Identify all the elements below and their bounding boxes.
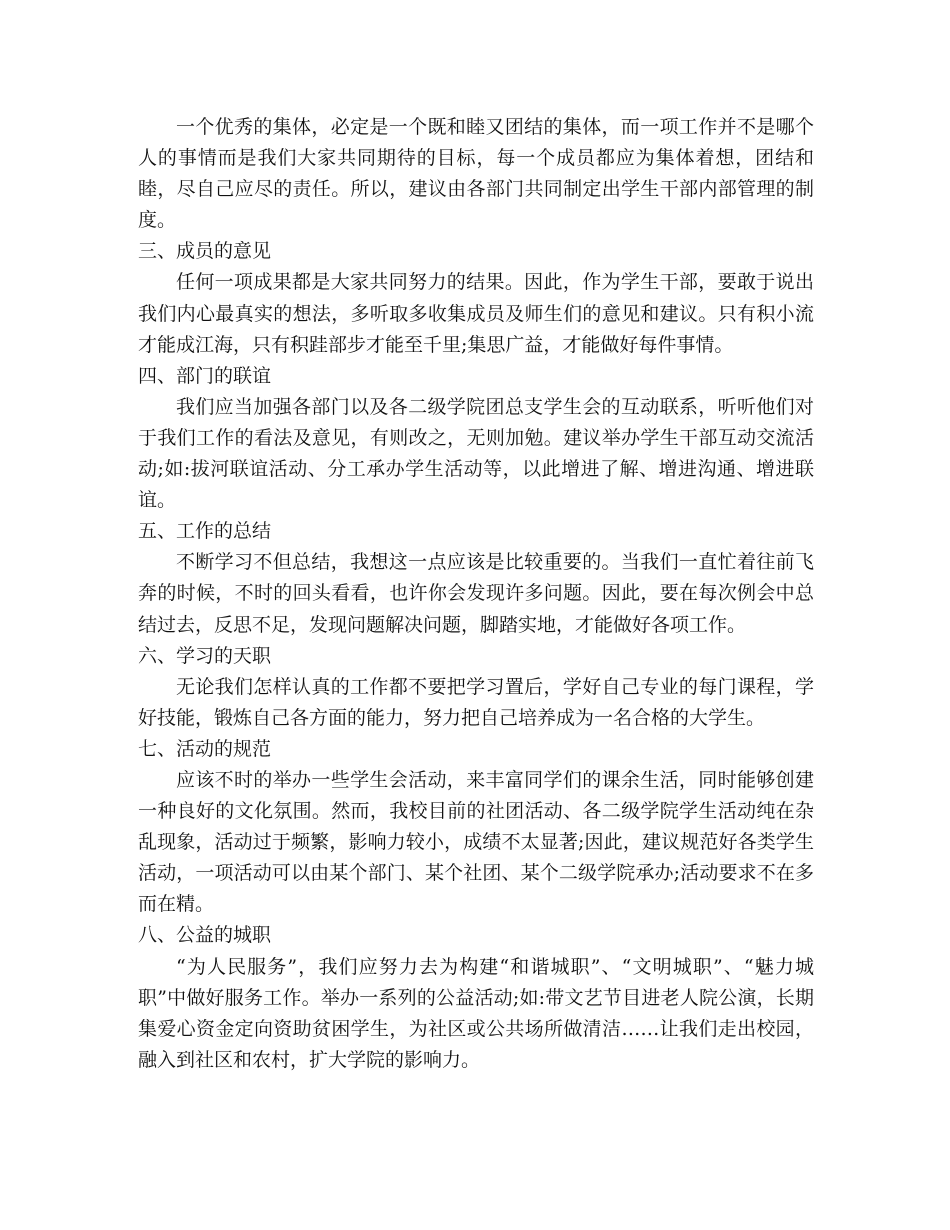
paragraph-section-5: 不断学习不但总结，我想这一点应该是比较重要的。当我们一直忙着往前飞奔的时候，不时的回头看看，也许你会发现许多问题。因此，要在每次例会中总结过去，反思不足，发现问题解决问题，脚踏实地，才能做好各项工作。 (138, 551, 814, 636)
section-heading-4: 四、部门的联谊 (138, 364, 272, 387)
document-body (138, 112, 814, 1076)
paragraph-section-3: 任何一项成果都是大家共同努力的结果。因此，作为学生干部，要敢于说出我们内心最真实的想法，多听取多收集成员及师生们的意见和建议。只有积小流才能成江海，只有积跬部步才能至千里;集思广益，才能做好每件事情。 (138, 271, 814, 356)
paragraph-intro: 一个优秀的集体，必定是一个既和睦又团结的集体，而一项工作并不是哪个人的事情而是我们大家共同期待的目标，每一个成员都应为集体着想，团结和睦，尽自己应尽的责任。所以，建议由各部门共同制定出学生干部内部管理的制度。 (138, 116, 814, 232)
section-heading-5: 五、工作的总结 (138, 520, 272, 543)
section-heading-6: 六、学习的天职 (138, 644, 272, 667)
paragraph-section-6: 无论我们怎样认真的工作都不要把学习置后，学好自己专业的每门课程，学好技能，锻炼自己各方面的能力，努力把自己培养成为一名合格的大学生。 (138, 675, 814, 729)
section-heading-3: 三、成员的意见 (138, 240, 272, 263)
section-heading-7: 七、活动的规范 (138, 737, 272, 760)
paragraph-section-8: “为人民服务”，我们应努力去为构建“和谐城职”、“文明城职”、“魅力城职”中做好服务工作。举办一系列的公益活动;如:带文艺节目进老人院公演，长期集爱心资金定向资助贫困学生，为社区或公共场所做清洁……让我们走出校园，融入到社区和农村，扩大学院的影响力。 (138, 955, 814, 1071)
paragraph-section-4: 我们应当加强各部门以及各二级学院团总支学生会的互动联系，听听他们对于我们工作的看法及意见，有则改之，无则加勉。建议举办学生干部互动交流活动;如:拔河联谊活动、分工承办学生活动等，以此增进了解、增进沟通、增进联谊。 (138, 395, 814, 512)
paragraph-section-7: 应该不时的举办一些学生会活动，来丰富同学们的课余生活，同时能够创建一种良好的文化氛围。然而，我校目前的社团活动、各二级学院学生活动纯在杂乱现象，活动过于频繁，影响力较小，成绩不太显著;因此，建议规范好各类学生活动，一项活动可以由某个部门、某个社团、某个二级学院承办;活动要求不在多而在精。 (138, 768, 814, 916)
section-heading-8: 八、公益的城职 (138, 924, 272, 947)
